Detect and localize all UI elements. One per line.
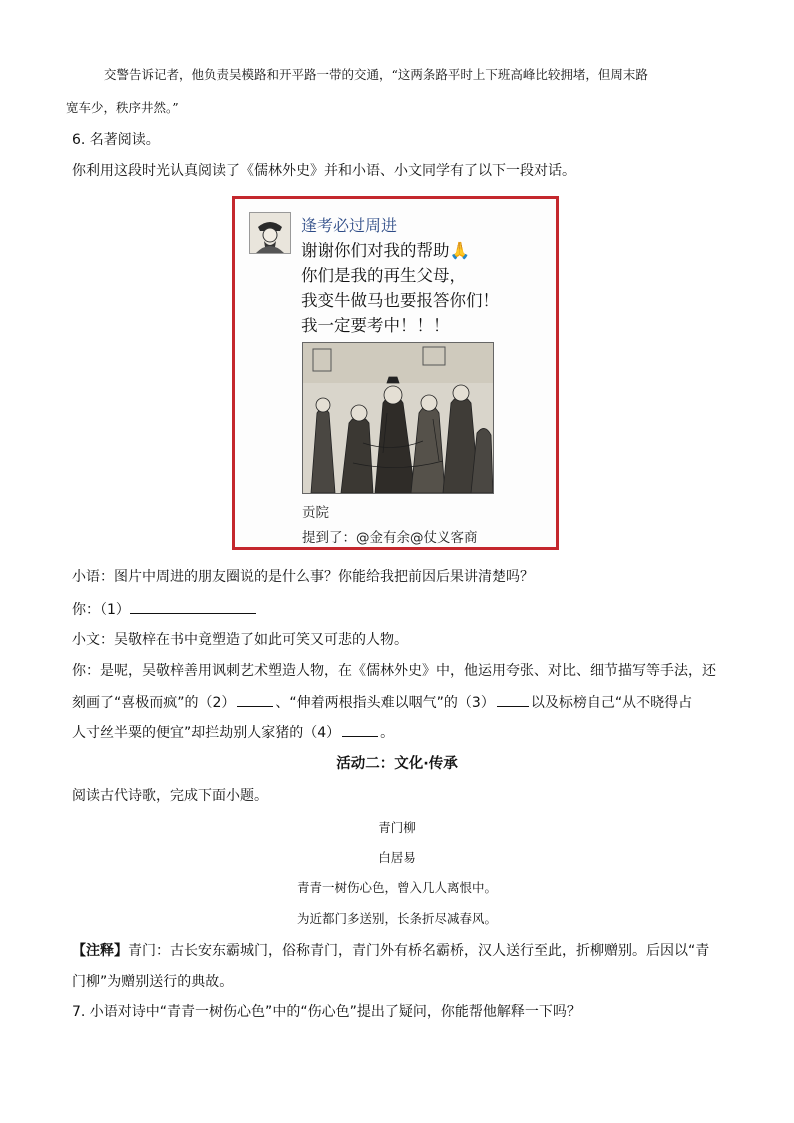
you-2-part-d: 人寸丝半粟的便宜”却拦劫别人家猪的（4）: [72, 725, 341, 741]
q6-intro: 你利用这段时光认真阅读了《儒林外史》并和小语、小文同学有了以下一段对话。: [72, 163, 576, 179]
answer-blank-2[interactable]: [237, 692, 273, 707]
q6-title: 6. 名著阅读。: [72, 132, 160, 148]
you-2-part-b: 、“伸着两根指头难以咽气”的（3）: [275, 695, 495, 711]
dialogue-you-1: [72, 599, 256, 620]
you-1-text: 你：（1）: [72, 602, 130, 618]
activity-2-heading: 活动二：文化·传承: [336, 756, 458, 772]
dialogue-xiaowen: 小文：吴敬梓在书中竟塑造了如此可笑又可悲的人物。: [72, 632, 408, 648]
ink-painting-image[interactable]: [302, 342, 494, 494]
avatar: [249, 212, 291, 254]
dialogue-you-2-line-2: [72, 692, 692, 713]
dialogue-you-2-line-3: [72, 722, 394, 743]
you-2-part-e: 。: [380, 725, 395, 741]
top-text-line-2: 宽车少，秩序井然。”: [66, 100, 179, 115]
note-text-1: 青门：古长安东霸城门，俗称青门，青门外有桥名霸桥，汉人送行至此，折柳赠别。后因以“青: [128, 943, 710, 959]
dialogue-you-2-line-1: 你：是呢，吴敬梓善用讽刺艺术塑造人物，在《儒林外史》中，他运用夸张、对比、细节描写等手法，还: [72, 663, 716, 679]
note-label: 【注释】: [72, 943, 128, 959]
q7-text: 7. 小语对诗中“青青一树伤心色”中的“伤心色”提出了疑问，你能帮他解释一下吗？: [72, 1004, 581, 1020]
answer-blank-1[interactable]: [130, 599, 256, 614]
poem-line-2: 为近都门多送别，长条折尽减春风。: [296, 911, 497, 926]
mention-line[interactable]: 提到了：@金有余@仗义客商: [302, 530, 478, 546]
post-line-1: 谢谢你们对我的帮助🙏: [301, 241, 471, 260]
moments-card: [232, 196, 559, 550]
post-line-3: 我变牛做马也要报答你们！: [301, 291, 499, 310]
location-label[interactable]: 贡院: [302, 505, 329, 521]
post-line-2: 你们是我的再生父母，: [301, 266, 466, 285]
activity-2-instruction: 阅读古代诗歌，完成下面小题。: [72, 788, 268, 804]
nickname[interactable]: 逢考必过周进: [301, 216, 398, 235]
answer-blank-4[interactable]: [342, 722, 378, 737]
note-line-1: [72, 941, 709, 961]
answer-blank-3[interactable]: [497, 692, 529, 707]
poem-title: 青门柳: [378, 820, 416, 835]
poem-line-1: 青青一树伤心色，曾入几人离恨中。: [296, 880, 497, 895]
post-line-4: 我一定要考中！！！: [301, 316, 450, 335]
top-text-line-1: 交警告诉记者，他负责吴模路和开平路一带的交通，“这两条路平时上下班高峰比较拥堵，但周末路: [104, 67, 648, 82]
dialogue-xiaoyu: 小语：图片中周进的朋友圈说的是什么事？你能给我把前因后果讲清楚吗？: [72, 569, 534, 585]
you-2-part-c: 以及标榜自己“从不晓得占: [530, 695, 693, 711]
you-2-part-a: 刻画了“喜极而疯”的（2）: [72, 695, 236, 711]
poem-author: 白居易: [378, 850, 416, 865]
note-line-2: 门柳”为赠别送行的典故。: [72, 974, 234, 990]
